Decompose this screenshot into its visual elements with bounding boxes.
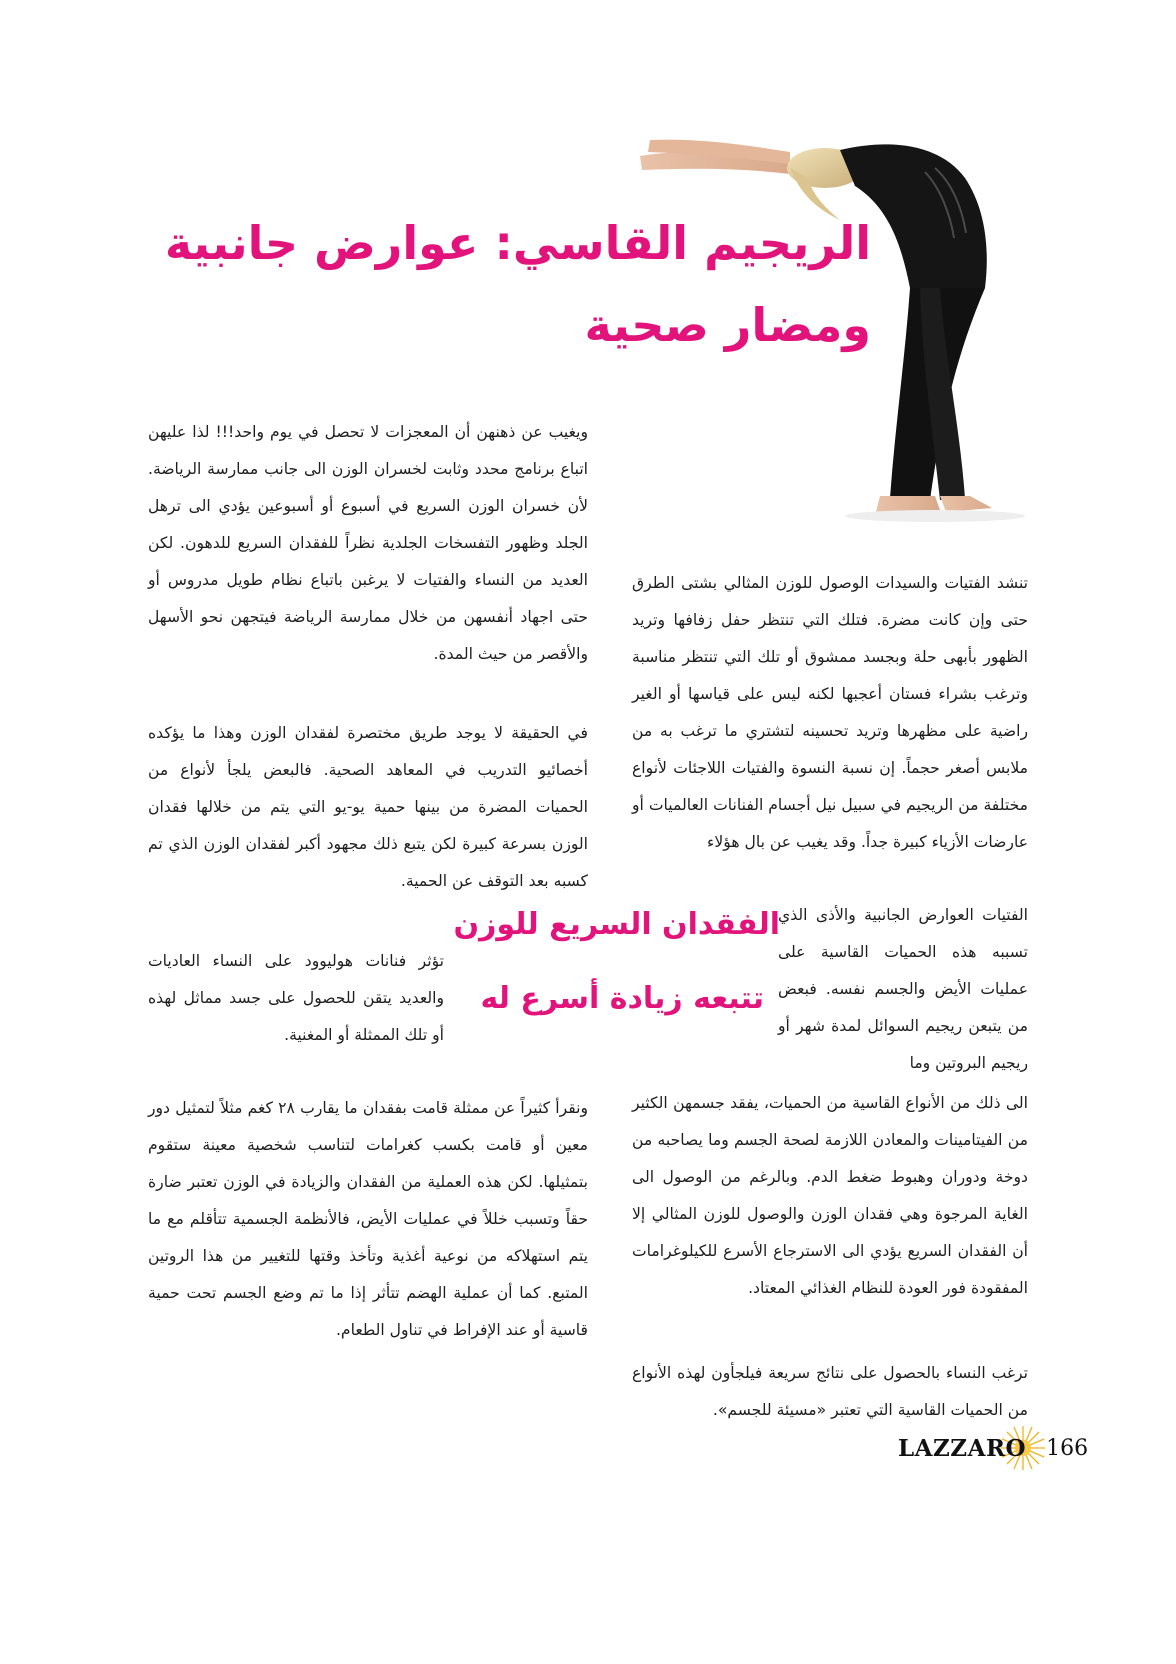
left-paragraph-3: تؤثر فنانات هوليوود على النساء العاديات والعديد يتقن للحصول على جسد مماثل لهذه أو تلك الممثلة أو المغنية. [148, 952, 444, 1044]
page-footer [898, 1426, 1088, 1470]
right-paragraph-4: ترغب النساء بالحصول على نتائج سريعة فيلجأون لهذه الأنواع من الحميات القاسية التي تعتبر «مسيئة للجسم». [632, 1364, 1028, 1419]
right-paragraph-3: الى ذلك من الأنواع القاسية من الحميات، يفقد جسمهن الكثير من الفيتامينات والمعادن اللازمة لصحة الجسم وما يصاحبه من دوخة ودوران وهبوط ضغط الدم. وبالرغم من الوصول الى الغاية المرجوة وهي فقدان الوزن والوصول للوزن المثالي إلا أن الفقدان السريع يؤدي الى الاسترجاع الأسرع للكيلوغرامات المفقودة فور العودة للنظام الغذائي المعتاد. [632, 1094, 1028, 1297]
left-paragraph-1: ويغيب عن ذهنهن أن المعجزات لا تحصل في يوم واحد!!! لذا عليهن اتباع برنامج محدد وثابت لخسران الوزن الى جانب ممارسة الرياضة. لأن خسران الوزن السريع في أسبوع أو أسبوعين يؤدي الى ترهل الجلد وظهور التفسخات الجلدية نظراً للفقدان السريع للدهون. لكن العديد من النساء والفتيات لا يرغبن باتباع نظام طويل مدروس أو حتى اجهاد أنفسهن من خلال ممارسة الرياضة فيتجهن نحو الأسهل والأقصر من حيث المدة. [148, 423, 588, 663]
right-paragraph-2: الفتيات العوارض الجانبية والأذى الذي تسببه هذه الحميات القاسية على عمليات الأيض والجسم نفسه. فبعض من يتبعن ريجيم السوائل لمدة شهر أو ريجيم البروتين وما [778, 906, 1028, 1072]
subheading-line-1: الفقدان السريع للوزن [453, 907, 780, 942]
page-number: 166 [1046, 1435, 1089, 1461]
left-paragraph-4: ونقرأ كثيراً عن ممثلة قامت بفقدان ما يقارب ٢٨ كغم مثلاً لتمثيل دور معين أو قامت بكسب كغرامات لتناسب شخصية معينة ستقوم بتمثيلها. لكن هذه العملية من الفقدان والزيادة في الوزن تعتبر ضارة حقاً وتسبب خللاً في عمليات الأيض، فالأنظمة الجسمية تتأقلم مع ما يتم استهلاكه من نوعية أغذية وتأخذ وقتها للتغيير من هذا الروتين المتبع. كما أن عملية الهضم تتأثر إذا ما تم وضع الجسم تحت حمية قاسية أو عند الإفراط في تناول الطعام. [148, 1099, 588, 1339]
subheading-line-2: تتبعه زيادة أسرع له [480, 981, 764, 1016]
article-title-line-2: ومضار صحية [584, 298, 871, 352]
right-paragraph-1: تنشد الفتيات والسيدات الوصول للوزن المثالي بشتى الطرق حتى وإن كانت مضرة. فتلك التي تنتظر حفل زفافها وتريد الظهور بأبهى حلة وبجسد ممشوق أو تلك التي تنتظر مناسبة وترغب بشراء فستان أعجبها لكنه ليس على قياسها أو الغير راضية على مظهرها وتريد تحسينه لتشتري ما ترغب به من ملابس أصغر حجماً. إن نسبة النسوة والفتيات اللاجئات لأنواع مختلفة من الريجيم في سبيل نيل أجسام الفنانات العالميات أو عارضات الأزياء كبيرة جداً. وقد يغيب عن بال هؤلاء [632, 574, 1028, 851]
left-paragraph-2: في الحقيقة لا يوجد طريق مختصرة لفقدان الوزن وهذا ما يؤكده أخصائيو التدريب في المعاهد الصحية. فالبعض يلجأ لأنواع من الحميات المضرة من بينها حمية يو-يو التي يتم من خلالها فقدان الوزن بسرعة كبيرة لكن يتبع ذلك مجهود أكبر لفقدان الوزن الذي تم كسبه بعد التوقف عن الحمية. [148, 724, 588, 890]
brand-name: LAZZARO [898, 1434, 1027, 1462]
brand-logo [898, 1435, 1026, 1462]
article-title-line-1: الريجيم القاسي: عوارض جانبية [164, 216, 871, 270]
